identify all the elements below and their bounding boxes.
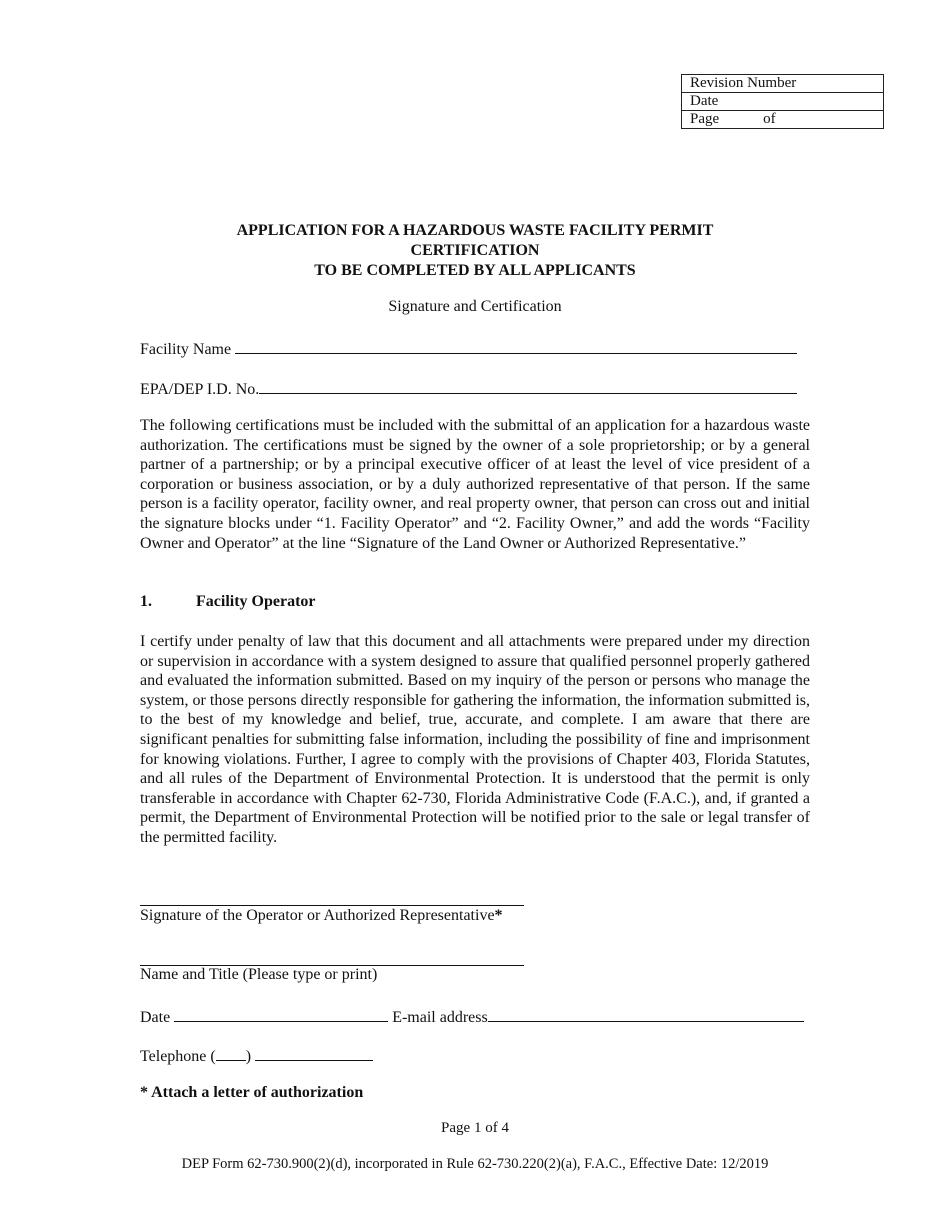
- title-line-1: APPLICATION FOR A HAZARDOUS WASTE FACILITY PERMIT: [236, 222, 714, 239]
- telephone-close-paren: ): [245, 1048, 252, 1065]
- revision-date-field[interactable]: Date: [682, 93, 884, 111]
- signature-label-row: [140, 907, 503, 925]
- document-title: [0, 221, 950, 281]
- signature-label: Signature of the Operator or Authorized Representative: [140, 907, 495, 924]
- section-heading: [140, 593, 316, 611]
- title-line-3: TO BE COMPLETED BY ALL APPLICANTS: [314, 262, 636, 279]
- epa-id-row: [140, 378, 797, 399]
- facility-name-label: Facility Name: [140, 341, 232, 358]
- area-code-input[interactable]: [216, 1045, 246, 1061]
- page-label: Page: [690, 111, 720, 127]
- form-reference: DEP Form 62-730.900(2)(d), incorporated in Rule 62-730.220(2)(a), F.A.C., Effective Date: 12/2019: [181, 1156, 769, 1172]
- epa-id-input[interactable]: [259, 378, 797, 394]
- facility-name-row: [140, 338, 797, 359]
- date-input[interactable]: [174, 1006, 388, 1022]
- certification-paragraph: I certify under penalty of law that this document and all attachments were prepared under my direction or supervision in accordance with a system designed to assure that qualified personnel properly gathered and evaluated the information submitted. Based on my inquiry of the person or persons who manage the system, or those persons directly responsible for gathering the information, the information submitted is, to the best of my knowledge and belief, true, accurate, and complete. I am aware that there are significant penalties for submitting false information, including the possibility of fine and imprisonment for knowing violations. Further, I agree to comply with the provisions of Chapter 403, Florida Statutes, and all rules of the Department of Environmental Protection. It is understood that the permit is only transferable in accordance with Chapter 62-730, Florida Administrative Code (F.A.C.), and, if granted a permit, the Department of Environmental Protection will be notified prior to the sale or legal transfer of the permitted facility.: [140, 633, 810, 846]
- date-email-row: [140, 1006, 804, 1027]
- page-number: Page 1 of 4: [441, 1120, 509, 1136]
- telephone-row: [140, 1045, 373, 1066]
- revision-number-field[interactable]: Revision Number: [682, 75, 884, 93]
- attach-authorization-note: * Attach a letter of authorization: [140, 1084, 364, 1101]
- title-line-2: CERTIFICATION: [410, 242, 540, 259]
- revision-info-box: [681, 74, 884, 129]
- email-input[interactable]: [488, 1006, 804, 1022]
- epa-id-label: EPA/DEP I.D. No.: [140, 381, 260, 398]
- telephone-label: Telephone (: [140, 1048, 216, 1065]
- signature-asterisk: *: [494, 907, 503, 924]
- intro-paragraph: The following certifications must be included with the submittal of an application for a hazardous waste authorization. The certifications must be signed by the owner of a sole proprietorship; or by a general partner of a partnership; or by a principal executive officer of at least the level of vice president of a corporation or business association, or by a duly authorized representative of that person. If the same person is a facility operator, facility owner, and real property owner, that person can cross out and initial the signature blocks under “1. Facility Operator” and “2. Facility Owner,” and add the words “Facility Owner and Operator” at the line “Signature of the Land Owner or Authorized Representative.”: [140, 417, 810, 552]
- telephone-input[interactable]: [255, 1045, 373, 1061]
- facility-name-input[interactable]: [235, 338, 797, 354]
- section-title: Facility Operator: [196, 593, 316, 610]
- subtitle: Signature and Certification: [388, 298, 562, 315]
- revision-page-field[interactable]: [682, 111, 884, 129]
- date-label: Date: [140, 1009, 171, 1026]
- email-label: E-mail address: [392, 1009, 488, 1026]
- signature-line[interactable]: [140, 905, 524, 906]
- section-number: 1.: [140, 593, 152, 610]
- of-label: of: [763, 111, 776, 127]
- name-title-label: Name and Title (Please type or print): [140, 966, 378, 983]
